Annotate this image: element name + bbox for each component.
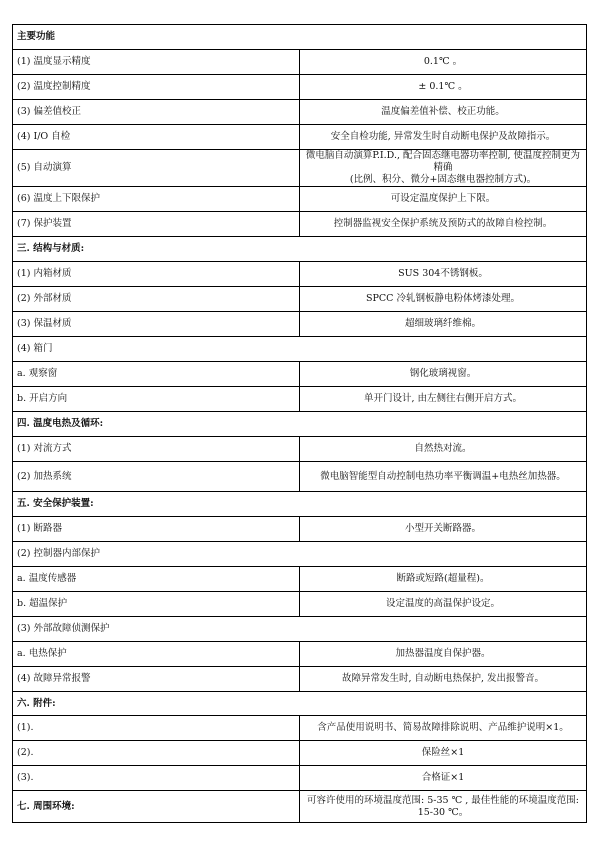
spec-label: (1) 断路器 — [13, 517, 300, 542]
spec-row — [13, 617, 587, 642]
spec-label: (3) 保温材质 — [13, 312, 300, 337]
spec-value: ± 0.1℃ 。 — [300, 75, 587, 100]
spec-label: (1) 内箱材质 — [13, 262, 300, 287]
spec-value: 小型开关断路器。 — [300, 517, 587, 542]
spec-value: 加热器温度自保护器。 — [300, 642, 587, 667]
spec-table — [12, 24, 587, 823]
section-row — [13, 412, 587, 437]
spec-label: (7) 保护装置 — [13, 212, 300, 237]
spec-label: b. 超温保护 — [13, 592, 300, 617]
spec-value: 合格证×1 — [300, 766, 587, 791]
spec-row — [13, 262, 587, 287]
spec-row — [13, 542, 587, 567]
spec-label: (3) 外部故障侦测保护 — [13, 617, 587, 642]
section-title: 六. 附件: — [13, 692, 587, 716]
section-title: 四. 温度电热及循环: — [13, 412, 587, 437]
spec-value: 自然热对流。 — [300, 437, 587, 462]
spec-row — [13, 150, 587, 187]
spec-label: (4) I/O 自检 — [13, 125, 300, 150]
spec-row — [13, 212, 587, 237]
spec-row — [13, 741, 587, 766]
spec-value-line: (比例、积分、微分+固态继电器控制方式)。 — [349, 174, 537, 185]
spec-label: (6) 温度上下限保护 — [13, 187, 300, 212]
spec-value: 可容许使用的环境温度范围: 5-35 ℃ , 最佳性能的环境温度范围: 15-30 ℃。 — [300, 791, 587, 823]
spec-value: 可设定温度保护上下限。 — [300, 187, 587, 212]
section-title: 三. 结构与材质: — [13, 237, 587, 262]
spec-row — [13, 642, 587, 667]
spec-row — [13, 387, 587, 412]
spec-label: (1) 温度显示精度 — [13, 50, 300, 75]
spec-row — [13, 716, 587, 741]
section-row — [13, 25, 587, 50]
spec-value — [300, 150, 587, 187]
spec-label: (4) 箱门 — [13, 337, 587, 362]
spec-value: 安全自检功能, 异常发生时自动断电保护及故障指示。 — [300, 125, 587, 150]
spec-row — [13, 567, 587, 592]
spec-row — [13, 592, 587, 617]
spec-value: SUS 304不锈钢板。 — [300, 262, 587, 287]
spec-label: (3) 偏差值校正 — [13, 100, 300, 125]
section-title: 七. 周围环境: — [13, 791, 300, 823]
spec-row — [13, 125, 587, 150]
spec-value: 控制器监视安全保护系统及预防式的故障自检控制。 — [300, 212, 587, 237]
spec-value: 0.1℃ 。 — [300, 50, 587, 75]
spec-label: (1). — [13, 716, 300, 741]
spec-value: 含产品使用说明书、简易故障排除说明、产品维护说明×1。 — [300, 716, 587, 741]
spec-value-line: 微电脑自动演算P.I.D., 配合固态继电器功率控制, 使温度控制更为精确 — [305, 150, 581, 173]
spec-value: 故障异常发生时, 自动断电热保护, 发出报警音。 — [300, 667, 587, 692]
spec-value: 微电脑智能型自动控制电热功率平衡调温+电热丝加热器。 — [300, 462, 587, 492]
spec-label: (4) 故障异常报警 — [13, 667, 300, 692]
spec-row — [13, 50, 587, 75]
spec-value: 单开门设计, 由左侧往右侧开启方式。 — [300, 387, 587, 412]
spec-row — [13, 362, 587, 387]
spec-label: a. 温度传感器 — [13, 567, 300, 592]
spec-label: (2) 控制器内部保护 — [13, 542, 587, 567]
spec-value: 超细玻璃纤维棉。 — [300, 312, 587, 337]
spec-row — [13, 791, 587, 823]
spec-label: (2) 加热系统 — [13, 462, 300, 492]
spec-row — [13, 287, 587, 312]
spec-label: b. 开启方向 — [13, 387, 300, 412]
spec-value: 温度偏差值补偿、校正功能。 — [300, 100, 587, 125]
section-row — [13, 692, 587, 716]
spec-label: (2) 温度控制精度 — [13, 75, 300, 100]
spec-row — [13, 437, 587, 462]
spec-row — [13, 187, 587, 212]
spec-row — [13, 75, 587, 100]
section-row — [13, 492, 587, 517]
spec-row — [13, 667, 587, 692]
spec-row — [13, 337, 587, 362]
spec-label: a. 电热保护 — [13, 642, 300, 667]
spec-label: (5) 自动演算 — [13, 150, 300, 187]
spec-value: SPCC 冷轧钢板静电粉体烤漆处理。 — [300, 287, 587, 312]
section-row — [13, 237, 587, 262]
spec-row — [13, 312, 587, 337]
spec-row — [13, 766, 587, 791]
spec-label: (3). — [13, 766, 300, 791]
spec-label: a. 观察窗 — [13, 362, 300, 387]
spec-value: 钢化玻璃视窗。 — [300, 362, 587, 387]
spec-label: (2) 外部材质 — [13, 287, 300, 312]
spec-value: 断路或短路(超量程)。 — [300, 567, 587, 592]
section-title: 主要功能 — [13, 25, 587, 50]
spec-row — [13, 517, 587, 542]
spec-label: (2). — [13, 741, 300, 766]
spec-row — [13, 462, 587, 492]
spec-value: 保险丝×1 — [300, 741, 587, 766]
spec-value: 设定温度的高温保护设定。 — [300, 592, 587, 617]
section-title: 五. 安全保护装置: — [13, 492, 587, 517]
spec-row — [13, 100, 587, 125]
spec-label: (1) 对流方式 — [13, 437, 300, 462]
